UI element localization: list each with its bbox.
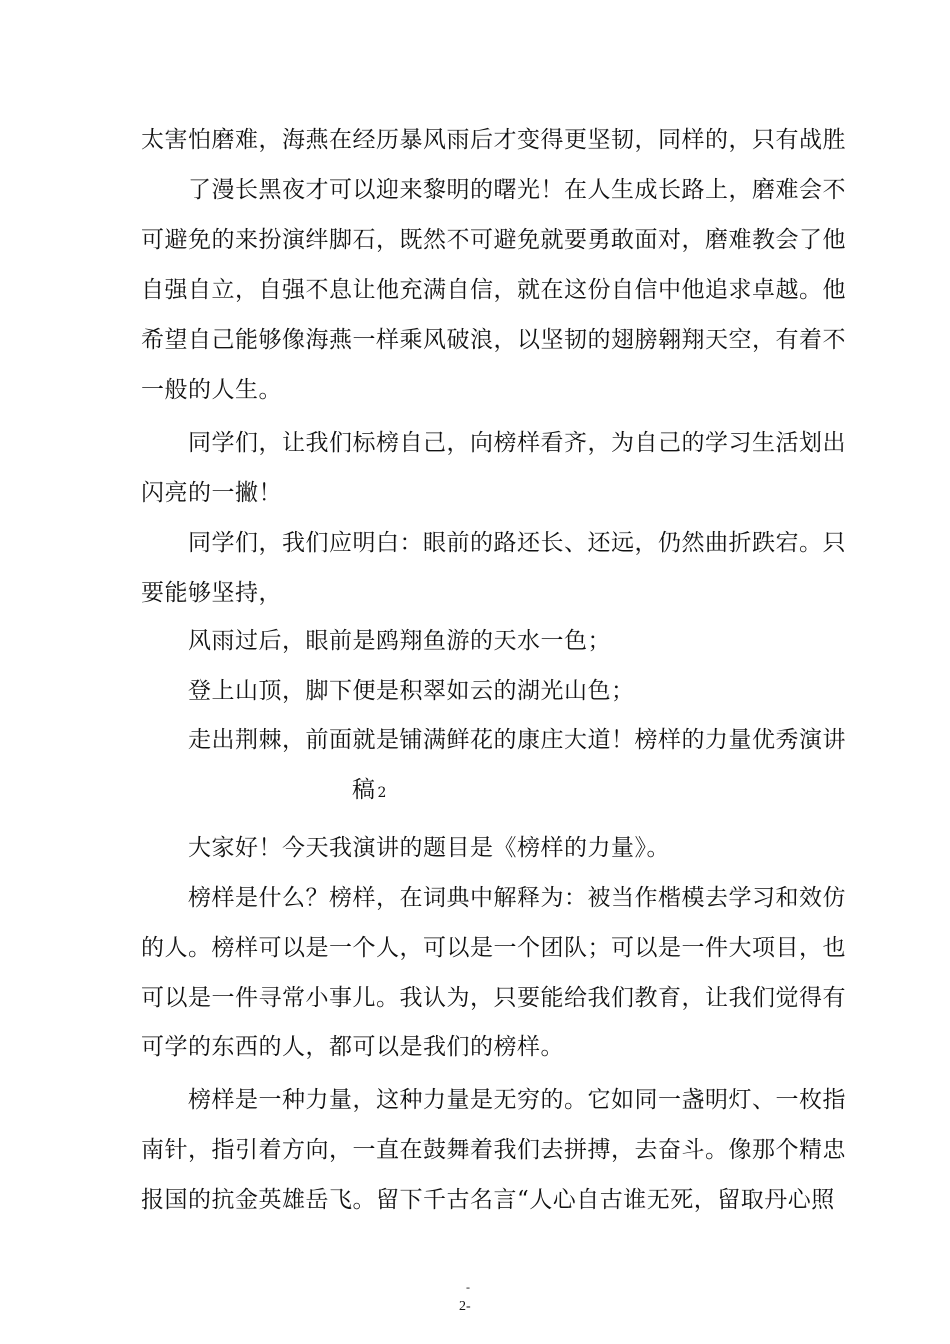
text-line: 南针，指引着方向，一直在鼓舞着我们去拼搏，去奋斗。像那个精忠 (141, 1137, 846, 1163)
text-line: 可避免的来扮演绊脚石，既然不可避免就要勇敢面对，磨难教会了他 (141, 227, 846, 253)
text-line: 报国的抗金英雄岳飞。留下千古名言“人心自古谁无死，留取丹心照 (141, 1187, 835, 1213)
text-line: 登上山顶，脚下便是积翠如云的湖光山色； (188, 678, 635, 704)
text-line: 榜样是一种力量，这种力量是无穷的。它如同一盏明灯、一枚指 (188, 1087, 846, 1113)
text-line: 可学的东西的人，都可以是我们的榜样。 (141, 1034, 564, 1060)
text-line: 走出荆棘，前面就是铺满鲜花的康庄大道！榜样的力量优秀演讲 (188, 727, 846, 753)
text-line: 同学们，让我们标榜自己，向榜样看齐，为自己的学习生活划出 (188, 430, 846, 456)
text-line: 太害怕磨难，海燕在经历暴风雨后才变得更坚韧，同样的，只有战胜 (141, 127, 846, 153)
page-number: 2- (459, 1299, 471, 1314)
text-line: 希望自己能够像海燕一样乘风破浪，以坚韧的翅膀翱翔天空，有着不 (141, 327, 846, 353)
footer-dash: - (466, 1280, 470, 1294)
text-line: 要能够坚持， (141, 580, 282, 606)
text-line: 了漫长黑夜才可以迎来黎明的曙光！在人生成长路上，磨难会不 (188, 177, 846, 203)
text-line: 风雨过后，眼前是鸥翔鱼游的天水一色； (188, 628, 611, 654)
text-line: 可以是一件寻常小事儿。我认为，只要能给我们教育，让我们觉得有 (141, 985, 846, 1011)
text-line: 同学们，我们应明白：眼前的路还长、还远，仍然曲折跌宕。只 (188, 530, 846, 556)
text-line: 闪亮的一撇！ (141, 480, 282, 506)
text-line: 的人。榜样可以是一个人，可以是一个团队；可以是一件大项目，也 (141, 935, 846, 961)
text-line: 大家好！今天我演讲的题目是《榜样的力量》。 (188, 835, 670, 861)
title-text: 稿 (352, 777, 376, 803)
title-continuation (352, 775, 387, 808)
text-line: 榜样是什么？榜样，在词典中解释为：被当作楷模去学习和效仿 (188, 885, 846, 911)
text-line: 自强自立，自强不息让他充满自信，就在这份自信中他追求卓越。他 (141, 277, 846, 303)
title-number: 2 (377, 785, 387, 801)
text-line: 一般的人生。 (141, 377, 282, 403)
